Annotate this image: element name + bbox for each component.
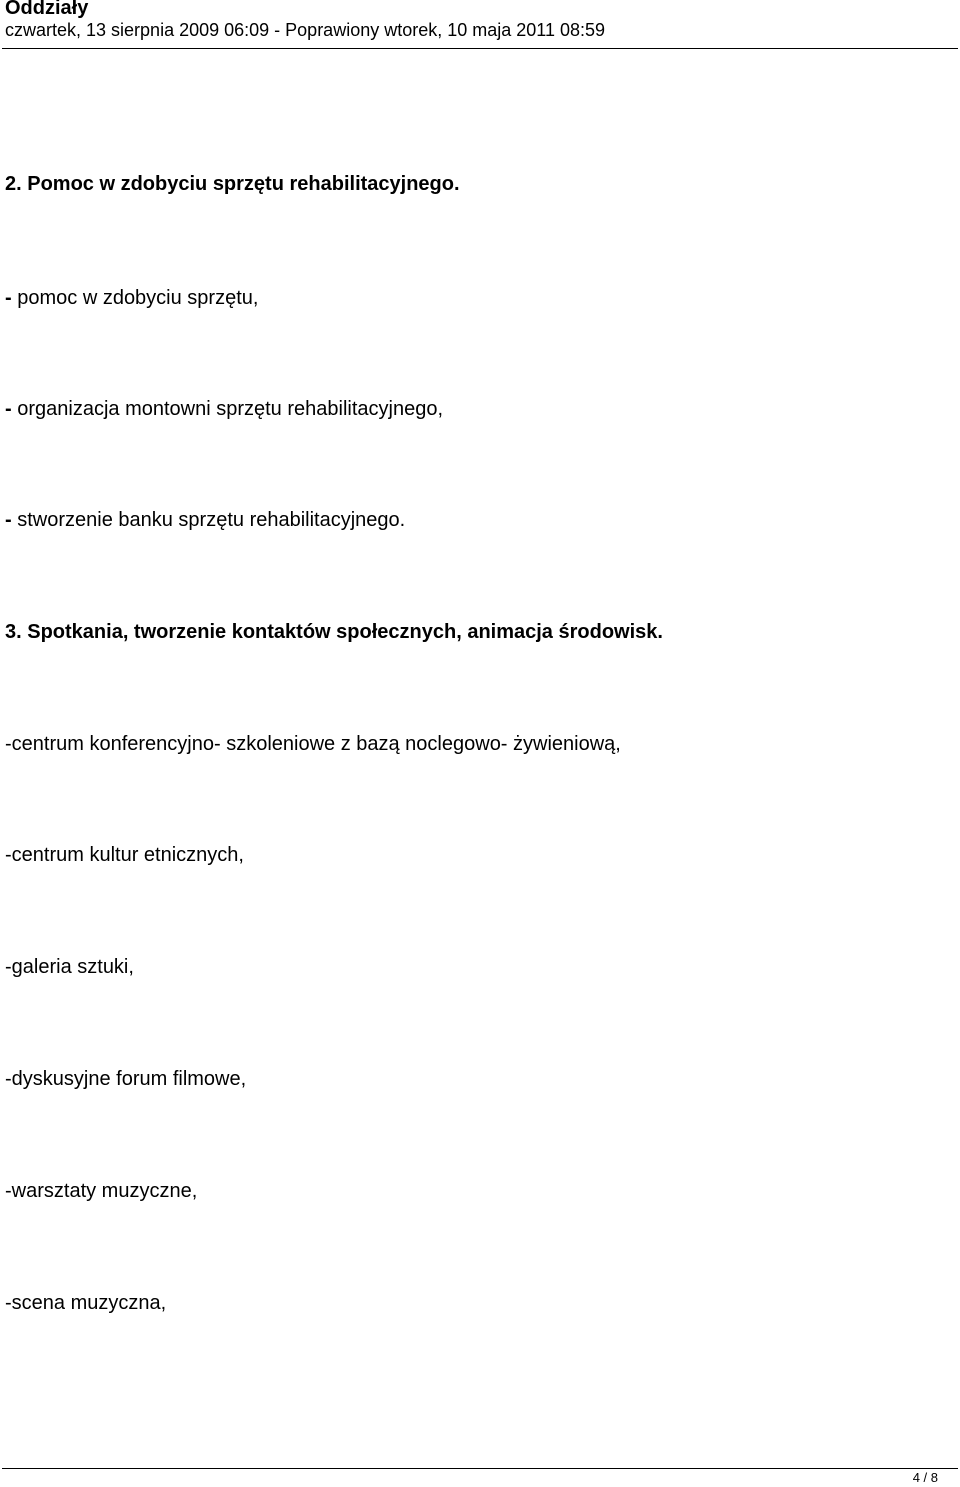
list-item bbox=[5, 508, 405, 532]
header-divider bbox=[2, 48, 958, 49]
list-item-text: organizacja montowni sprzętu rehabilitacyjnego, bbox=[11, 398, 444, 420]
list-item: -scena muzyczna, bbox=[5, 1292, 167, 1314]
list-item: -dyskusyjne forum filmowe, bbox=[5, 1068, 247, 1090]
article-date-meta: czwartek, 13 sierpnia 2009 06:09 - Poprawiony wtorek, 10 maja 2011 08:59 bbox=[5, 20, 606, 40]
list-item bbox=[5, 286, 258, 310]
list-dash: - bbox=[5, 509, 12, 531]
list-item: -galeria sztuki, bbox=[5, 956, 134, 978]
list-item bbox=[5, 397, 443, 421]
list-item-text: pomoc w zdobyciu sprzętu, bbox=[11, 287, 259, 309]
list-item: -warsztaty muzyczne, bbox=[5, 1180, 198, 1202]
page-number: 4 / 8 bbox=[912, 1470, 938, 1485]
list-item: -centrum kultur etnicznych, bbox=[5, 844, 244, 866]
list-dash: - bbox=[5, 398, 12, 420]
list-item-text: stworzenie banku sprzętu rehabilitacyjnego. bbox=[11, 509, 406, 531]
footer-divider bbox=[2, 1468, 958, 1469]
section-2-heading: 2. Pomoc w zdobyciu sprzętu rehabilitacyjnego. bbox=[5, 173, 460, 195]
page-title: Oddziały bbox=[5, 0, 89, 19]
list-item: -centrum konferencyjno- szkoleniowe z bazą noclegowo- żywieniową, bbox=[5, 733, 621, 755]
list-dash: - bbox=[5, 287, 12, 309]
section-3-heading: 3. Spotkania, tworzenie kontaktów społecznych, animacja środowisk. bbox=[5, 621, 663, 643]
